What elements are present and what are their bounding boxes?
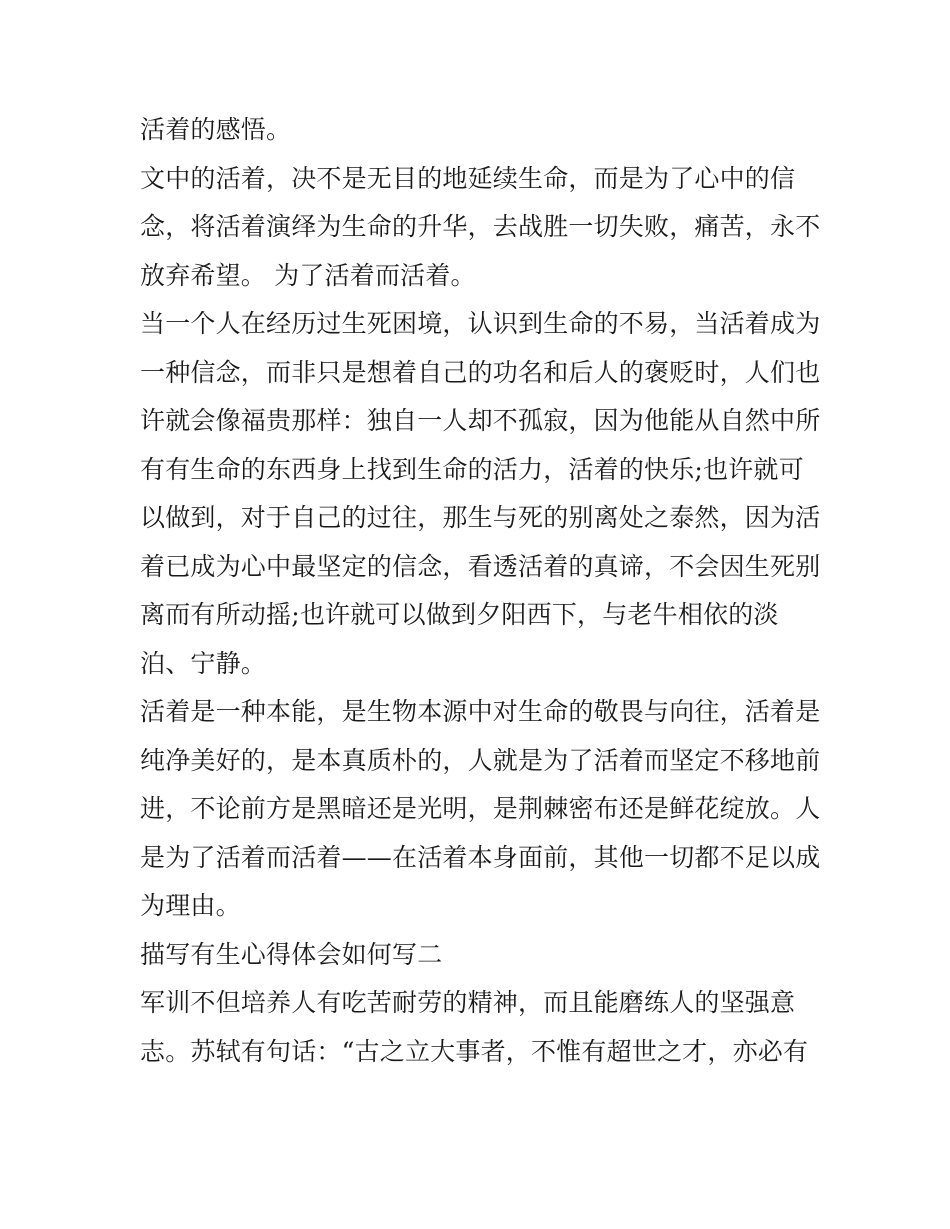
text-line: 放弃希望。 为了活着而活着。: [140, 260, 476, 290]
text-line: 是为了活着而活着——在活着本身面前，其他一切都不足以成: [140, 842, 821, 872]
text-line: 进，不论前方是黑暗还是光明，是荆棘密布还是鲜花绽放。人: [140, 794, 821, 823]
section-heading-text: 描写有生心得体会如何写二: [140, 939, 443, 969]
text-line: 有有生命的东西身上找到生命的活力，活着的快乐;也许就可: [140, 454, 804, 484]
text-line: 许就会像福贵那样：独自一人却不孤寂，因为他能从自然中所: [140, 406, 821, 435]
paragraph-meaning-of-living: [140, 155, 821, 301]
paragraph-life-and-death: [140, 300, 821, 688]
text-line: 纯净美好的，是本真质朴的，人就是为了活着而坚定不移地前: [140, 745, 821, 775]
paragraph-title-reflection: [140, 106, 816, 155]
text-line: 活着的感悟。: [140, 115, 292, 144]
text-line: 当一个人在经历过生死困境，认识到生命的不易，当活着成为: [140, 309, 821, 338]
text-line: 念，将活着演绎为生命的升华，去战胜一切失败，痛苦，永不: [140, 212, 821, 241]
text-line: 为理由。: [140, 891, 241, 920]
text-line: 泊、宁静。: [140, 648, 267, 678]
text-line: 活着是一种本能，是生物本源中对生命的敬畏与向往，活着是: [140, 697, 821, 726]
paragraph-living-is-instinct: [140, 688, 821, 931]
text-line: 一种信念，而非只是想着自己的功名和后人的褒贬时，人们也: [140, 357, 821, 387]
document-body: [140, 106, 821, 1076]
text-line: 军训不但培养人有吃苦耐劳的精神，而且能磨练人的坚强意: [140, 988, 796, 1017]
section-heading: [140, 931, 816, 980]
paragraph-military-training: [140, 979, 816, 1076]
text-line: 志。苏轼有句话：“古之立大事者，不惟有超世之才，亦必有: [140, 1036, 809, 1066]
text-line: 文中的活着，决不是无目的地延续生命，而是为了心中的信: [140, 163, 796, 193]
text-line: 离而有所动摇;也许就可以做到夕阳西下，与老牛相依的淡: [140, 600, 779, 629]
text-line: 着已成为心中最坚定的信念，看透活着的真谛，不会因生死别: [140, 551, 821, 581]
text-line: 以做到，对于自己的过往，那生与死的别离处之泰然，因为活: [140, 503, 821, 532]
